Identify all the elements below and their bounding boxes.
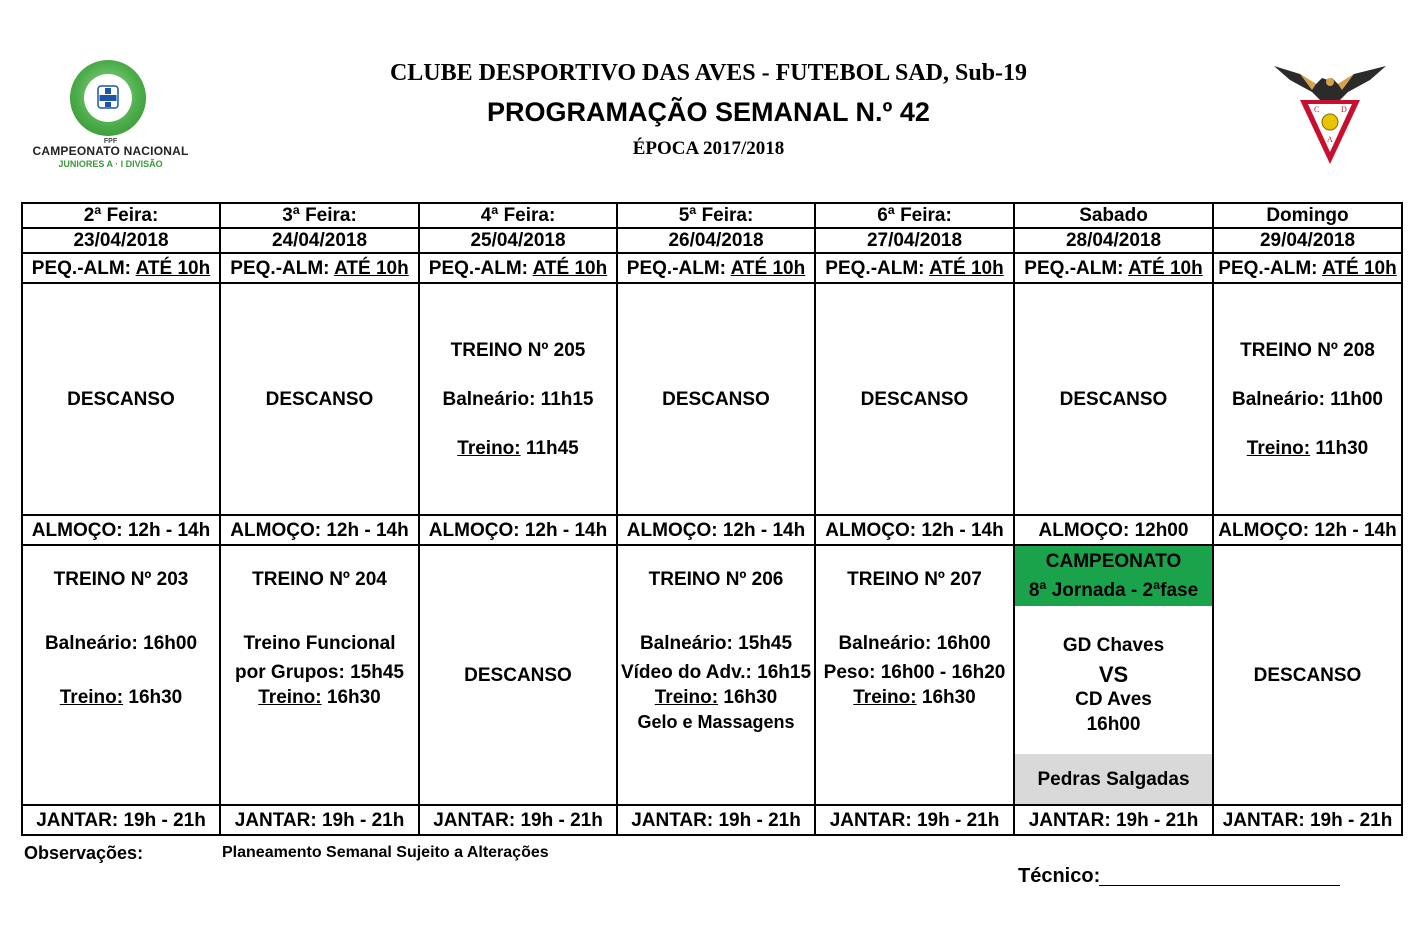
afternoon-training-cell: TREINO Nº 204 Treino Funcional por Grupos: 15h45 Treino: 16h30 bbox=[220, 545, 419, 805]
lunch-cell: ALMOÇO: 12h - 14h bbox=[419, 515, 617, 545]
match-info: GD Chaves VS CD Aves 16h00 bbox=[1062, 635, 1165, 735]
breakfast-cell: PEQ.-ALM: ATÉ 10h bbox=[1014, 253, 1213, 283]
lunch-cell: ALMOÇO: 12h - 14h bbox=[617, 515, 815, 545]
afternoon-training-cell: TREINO Nº 203 Balneário: 16h00 Treino: 16h30 bbox=[22, 545, 220, 805]
club-title: CLUBE DESPORTIVO DAS AVES - FUTEBOL SAD, Sub-19 bbox=[389, 60, 1028, 86]
campeonato-nacional-logo bbox=[28, 60, 193, 170]
breakfast-cell: PEQ.-ALM: ATÉ 10h bbox=[220, 253, 419, 283]
dinner-cell: JANTAR: 19h - 21h bbox=[220, 805, 419, 835]
svg-text:D: D bbox=[1341, 105, 1347, 114]
program-title: PROGRAMAÇÃO SEMANAL N.º 42 bbox=[487, 97, 930, 127]
lunch-cell: ALMOÇO: 12h00 bbox=[1014, 515, 1213, 545]
day-date: 25/04/2018 bbox=[419, 228, 617, 253]
day-date: 26/04/2018 bbox=[617, 228, 815, 253]
dinner-cell: JANTAR: 19h - 21h bbox=[1213, 805, 1402, 835]
dinner-cell: JANTAR: 19h - 21h bbox=[617, 805, 815, 835]
season-label: ÉPOCA 2017/2018 bbox=[632, 138, 785, 159]
day-name: 4ª Feira: bbox=[419, 203, 617, 228]
cd-aves-crest bbox=[1270, 60, 1390, 170]
day-date: 28/04/2018 bbox=[1014, 228, 1213, 253]
afternoon-rest-cell: DESCANSO bbox=[1213, 545, 1402, 805]
dinner-cell: JANTAR: 19h - 21h bbox=[1014, 805, 1213, 835]
day-name: 6ª Feira: bbox=[815, 203, 1014, 228]
fpf-label: FPF bbox=[103, 138, 118, 145]
observations-label: Observações: bbox=[24, 843, 144, 863]
lunch-cell: ALMOÇO: 12h - 14h bbox=[220, 515, 419, 545]
dinner-row bbox=[22, 805, 1402, 835]
match-cell bbox=[1014, 545, 1213, 805]
coach-signature-label: Técnico: bbox=[1018, 865, 1101, 887]
afternoon-training-cell: TREINO Nº 206 Balneário: 15h45 Vídeo do Adv.: 16h15 Treino: 16h30 Gelo e Massagens bbox=[617, 545, 815, 805]
morning-rest-cell: DESCANSO bbox=[22, 283, 220, 515]
afternoon-training-cell: TREINO Nº 207 Balneário: 16h00 Peso: 16h00 - 16h20 Treino: 16h30 bbox=[815, 545, 1014, 805]
juniores-label: JUNIORES A · I DIVISÃO bbox=[58, 159, 163, 169]
day-names-row bbox=[22, 203, 1402, 228]
venue-label: Pedras Salgadas bbox=[1015, 754, 1212, 804]
eagle-crest-icon bbox=[1270, 60, 1390, 170]
lunch-cell: ALMOÇO: 12h - 14h bbox=[22, 515, 220, 545]
day-name: 3ª Feira: bbox=[220, 203, 419, 228]
breakfast-cell: PEQ.-ALM: ATÉ 10h bbox=[617, 253, 815, 283]
morning-row bbox=[22, 283, 1402, 515]
morning-rest-cell: DESCANSO bbox=[1014, 283, 1213, 515]
day-name: 2ª Feira: bbox=[22, 203, 220, 228]
afternoon-rest-cell: DESCANSO bbox=[419, 545, 617, 805]
lunch-cell: ALMOÇO: 12h - 14h bbox=[815, 515, 1014, 545]
dinner-cell: JANTAR: 19h - 21h bbox=[419, 805, 617, 835]
day-name: Domingo bbox=[1213, 203, 1402, 228]
morning-rest-cell: DESCANSO bbox=[815, 283, 1014, 515]
breakfast-cell: PEQ.-ALM: ATÉ 10h bbox=[1213, 253, 1402, 283]
breakfast-cell: PEQ.-ALM: ATÉ 10h bbox=[22, 253, 220, 283]
svg-text:C: C bbox=[1314, 105, 1320, 114]
day-date: 29/04/2018 bbox=[1213, 228, 1402, 253]
observations-text: Planeamento Semanal Sujeito a Alterações bbox=[222, 844, 549, 861]
day-date: 27/04/2018 bbox=[815, 228, 1014, 253]
signature-line bbox=[1099, 885, 1340, 886]
afternoon-row bbox=[22, 545, 1402, 805]
morning-training-cell: TREINO Nº 208 Balneário: 11h00 Treino: 11h30 bbox=[1213, 283, 1402, 515]
day-name: Sabado bbox=[1014, 203, 1213, 228]
breakfast-cell: PEQ.-ALM: ATÉ 10h bbox=[815, 253, 1014, 283]
breakfast-row bbox=[22, 253, 1402, 283]
dinner-cell: JANTAR: 19h - 21h bbox=[815, 805, 1014, 835]
day-date: 23/04/2018 bbox=[22, 228, 220, 253]
competition-banner: CAMPEONATO 8ª Jornada - 2ªfase bbox=[1015, 546, 1212, 606]
morning-rest-cell: DESCANSO bbox=[220, 283, 419, 515]
lunch-row bbox=[22, 515, 1402, 545]
weekly-schedule-table bbox=[21, 202, 1403, 836]
fpf-emblem-icon bbox=[70, 60, 146, 136]
morning-rest-cell: DESCANSO bbox=[617, 283, 815, 515]
campeonato-nacional-label: CAMPEONATO NACIONAL bbox=[32, 144, 189, 158]
day-date: 24/04/2018 bbox=[220, 228, 419, 253]
day-name: 5ª Feira: bbox=[617, 203, 815, 228]
breakfast-cell: PEQ.-ALM: ATÉ 10h bbox=[419, 253, 617, 283]
lunch-cell: ALMOÇO: 12h - 14h bbox=[1213, 515, 1402, 545]
morning-training-cell: TREINO Nº 205 Balneário: 11h15 Treino: 11h45 bbox=[419, 283, 617, 515]
dinner-cell: JANTAR: 19h - 21h bbox=[22, 805, 220, 835]
svg-text:A: A bbox=[1327, 135, 1333, 144]
dates-row bbox=[22, 228, 1402, 253]
portugal-shield-icon bbox=[97, 85, 119, 111]
